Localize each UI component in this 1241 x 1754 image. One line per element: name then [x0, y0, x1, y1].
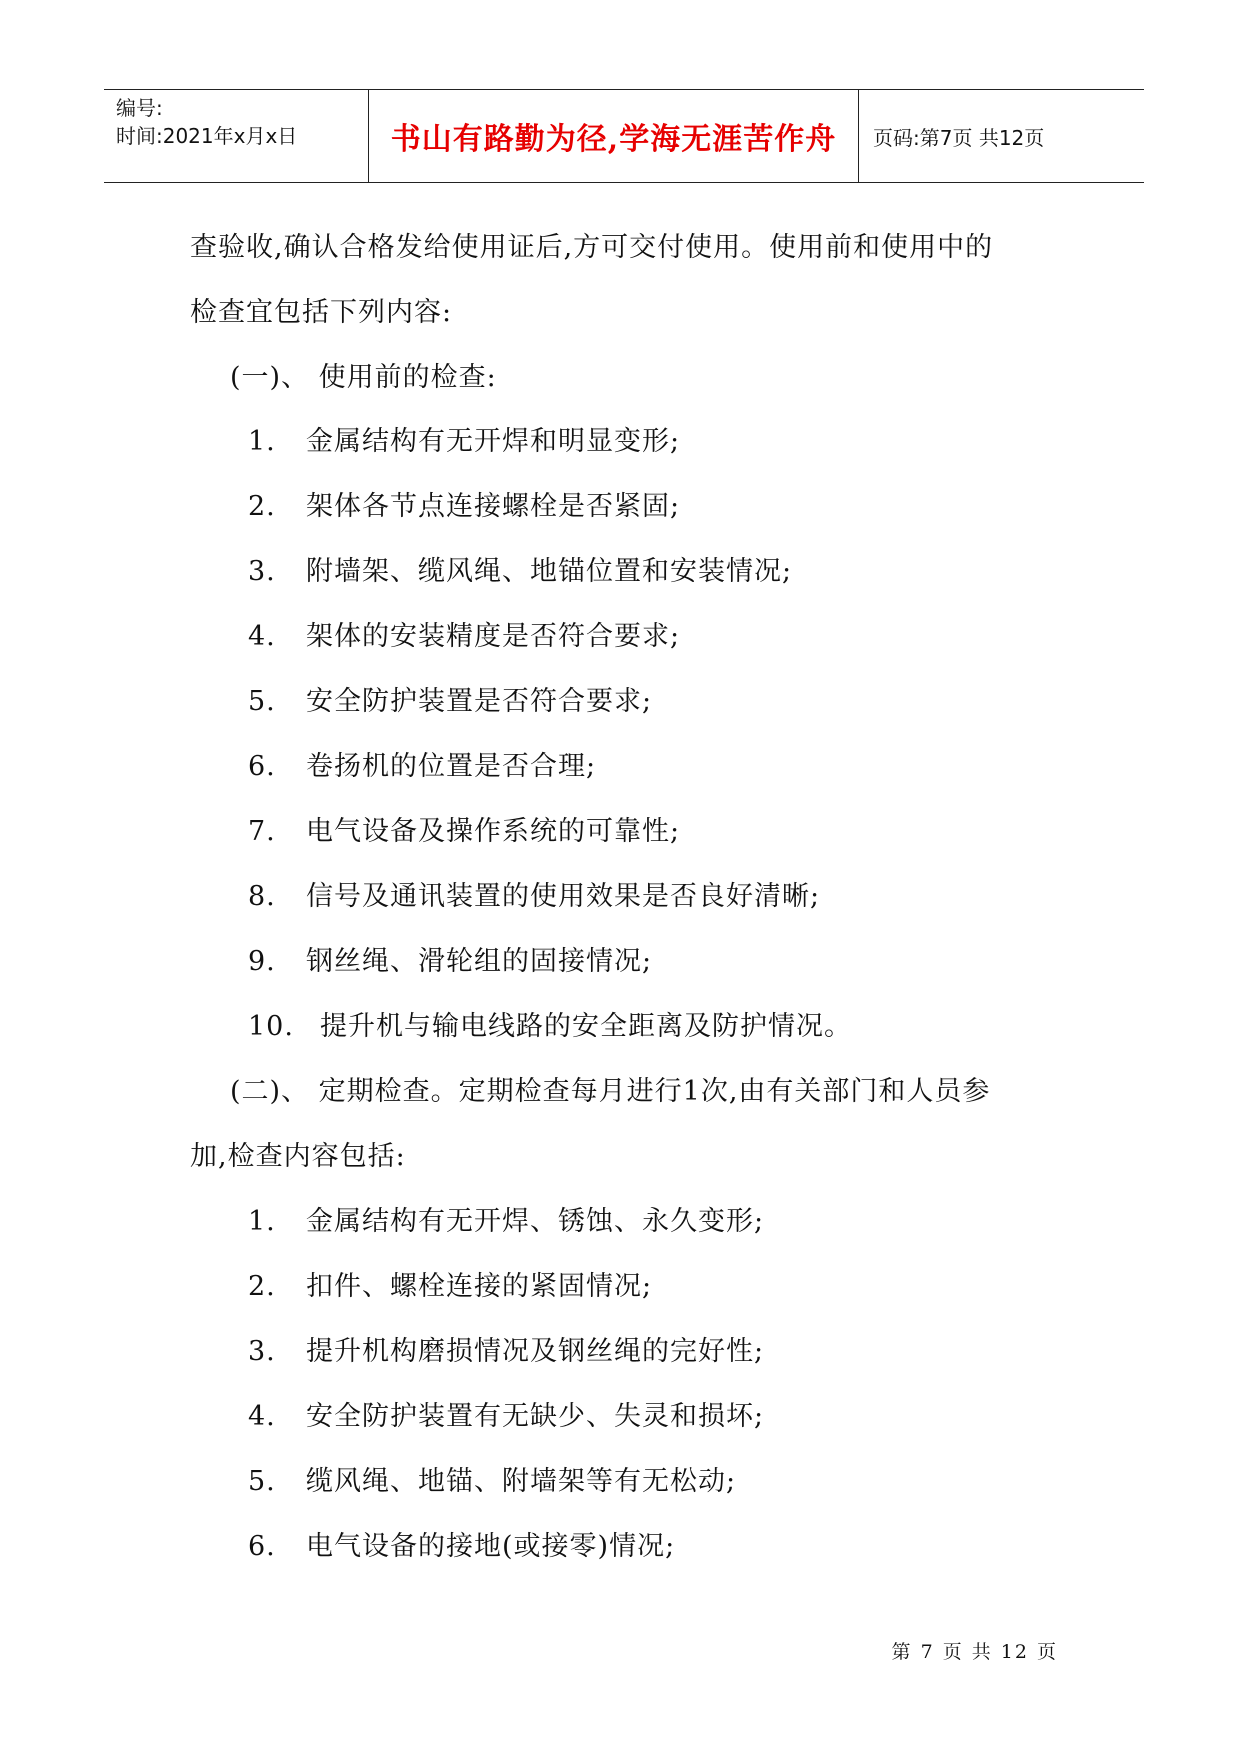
list-item-text: 电气设备的接地(或接零)情况; [306, 1531, 676, 1562]
list-item-number: 10. [248, 1011, 294, 1042]
section-title: (一)、 使用前的检查: [230, 362, 497, 393]
list-item-number: 6. [248, 751, 276, 782]
header-page-label: 页码:第7页 共12页 [873, 125, 1045, 150]
list-item-text: 卷扬机的位置是否合理; [306, 751, 597, 782]
list-item-text: 安全防护装置有无缺少、失灵和损坏; [306, 1401, 765, 1432]
list-item [248, 874, 820, 913]
list-item-number: 5. [248, 1466, 276, 1497]
section-title: (二)、 定期检查。定期检查每月进行1次,由有关部门和人员参 [230, 1076, 991, 1107]
list-item-number: 3. [248, 1336, 276, 1367]
page-footer: 第 7 页 共 12 页 [891, 1641, 1058, 1663]
document-header [104, 89, 1144, 183]
paragraph-line: 检查宜包括下列内容: [190, 297, 453, 328]
list-item [248, 484, 680, 523]
list-item-text: 安全防护装置是否符合要求; [306, 686, 653, 717]
list-item-text: 扣件、螺栓连接的紧固情况; [306, 1271, 653, 1302]
list-item [248, 1264, 652, 1303]
list-item [248, 419, 680, 458]
list-item-text: 电气设备及操作系统的可靠性; [306, 816, 681, 847]
list-item [248, 549, 792, 588]
list-item [248, 1199, 764, 1238]
list-item-text: 金属结构有无开焊和明显变形; [306, 426, 681, 457]
list-item [248, 614, 680, 653]
paragraph-line: 加,检查内容包括: [190, 1141, 406, 1172]
list-item-text: 缆风绳、地锚、附墙架等有无松动; [306, 1466, 737, 1497]
list-item-text: 提升机与输电线路的安全距离及防护情况。 [320, 1011, 852, 1042]
list-item-text: 钢丝绳、滑轮组的固接情况; [306, 946, 653, 977]
document-number-label: 编号: [116, 96, 163, 120]
list-item [248, 1524, 675, 1563]
list-item-number: 6. [248, 1531, 276, 1562]
header-motto: 书山有路勤为径,学海无涯苦作舟 [369, 90, 859, 182]
list-item-number: 1. [248, 426, 276, 457]
list-item-number: 2. [248, 491, 276, 522]
list-item-number: 2. [248, 1271, 276, 1302]
list-item [248, 744, 596, 783]
list-item-number: 4. [248, 621, 276, 652]
header-info-cell [104, 90, 369, 182]
list-item [248, 679, 652, 718]
list-item-text: 架体的安装精度是否符合要求; [306, 621, 681, 652]
list-item-text: 附墙架、缆风绳、地锚位置和安装情况; [306, 556, 793, 587]
list-item [248, 809, 680, 848]
list-item-number: 5. [248, 686, 276, 717]
list-item-text: 架体各节点连接螺栓是否紧固; [306, 491, 681, 522]
list-item-text: 提升机构磨损情况及钢丝绳的完好性; [306, 1336, 765, 1367]
document-time-label: 时间:2021年x月x日 [116, 124, 298, 148]
list-item [248, 1329, 764, 1368]
list-item-number: 1. [248, 1206, 276, 1237]
list-item-text: 信号及通讯装置的使用效果是否良好清晰; [306, 881, 821, 912]
list-item-number: 7. [248, 816, 276, 847]
list-item [248, 1459, 736, 1498]
list-item-number: 3. [248, 556, 276, 587]
list-item-text: 金属结构有无开焊、锈蚀、永久变形; [306, 1206, 765, 1237]
list-item-number: 4. [248, 1401, 276, 1432]
list-item [248, 939, 652, 978]
paragraph-line: 查验收,确认合格发给使用证后,方可交付使用。使用前和使用中的 [190, 232, 994, 263]
list-item-number: 8. [248, 881, 276, 912]
list-item [248, 1394, 764, 1433]
list-item-number: 9. [248, 946, 276, 977]
list-item [248, 1004, 852, 1043]
